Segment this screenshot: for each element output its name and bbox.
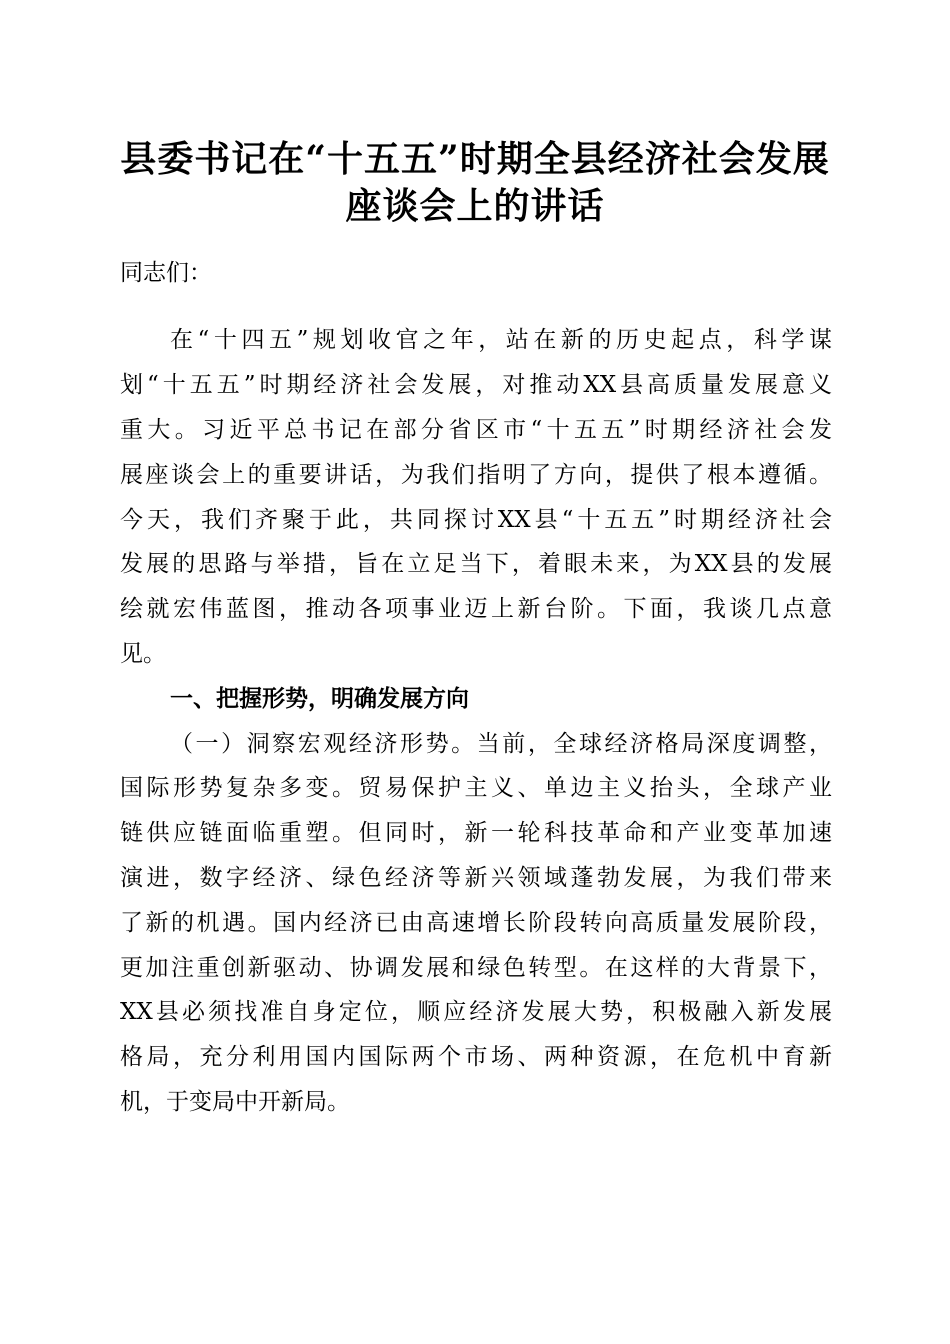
intro-paragraph-line: 见。 xyxy=(120,641,166,667)
intro-paragraph-line: 今天，我们齐聚于此，共同探讨XX县“十五五”时期经济社会 xyxy=(120,507,832,533)
intro-paragraph-line: 重大。习近平总书记在部分省区市“十五五”时期经济社会发 xyxy=(120,417,832,443)
section1-paragraph-line: 更加注重创新驱动、协调发展和绿色转型。在这样的大背景下， xyxy=(120,955,832,981)
section1-paragraph-line: 国际形势复杂多变。贸易保护主义、单边主义抬头，全球产业 xyxy=(120,775,832,801)
intro-paragraph-line: 绘就宏伟蓝图，推动各项事业迈上新台阶。下面，我谈几点意 xyxy=(120,596,832,622)
salutation: 同志们： xyxy=(120,260,212,286)
intro-paragraph-line: 划“十五五”时期经济社会发展，对推动XX县高质量发展意义 xyxy=(120,372,832,398)
intro-paragraph-line: 展座谈会上的重要讲话，为我们指明了方向，提供了根本遵循。 xyxy=(120,462,832,488)
section-heading: 一、把握形势，明确发展方向 xyxy=(170,686,469,712)
section1-paragraph-line: （一）洞察宏观经济形势。当前，全球经济格局深度调整， xyxy=(170,731,832,757)
intro-paragraph-line: 发展的思路与举措，旨在立足当下，着眼未来，为XX县的发展 xyxy=(120,551,832,577)
section1-paragraph-line: 机，于变局中开新局。 xyxy=(120,1089,350,1115)
section1-paragraph-line: XX县必须找准自身定位，顺应经济发展大势，积极融入新发展 xyxy=(120,999,832,1025)
document-title-line-2: 座谈会上的讲话 xyxy=(345,185,605,227)
section1-paragraph-line: 链供应链面临重塑。但同时，新一轮科技革命和产业变革加速 xyxy=(120,820,832,846)
section1-paragraph-line: 演进，数字经济、绿色经济等新兴领域蓬勃发展，为我们带来 xyxy=(120,865,832,891)
intro-paragraph-line: 在“十四五”规划收官之年，站在新的历史起点，科学谋 xyxy=(170,327,832,353)
document-title-line-1: 县委书记在“十五五”时期全县经济社会发展 xyxy=(120,138,830,180)
section1-paragraph-line: 格局，充分利用国内国际两个市场、两种资源，在危机中育新 xyxy=(120,1044,832,1070)
section1-paragraph-line: 了新的机遇。国内经济已由高速增长阶段转向高质量发展阶段， xyxy=(120,910,832,936)
